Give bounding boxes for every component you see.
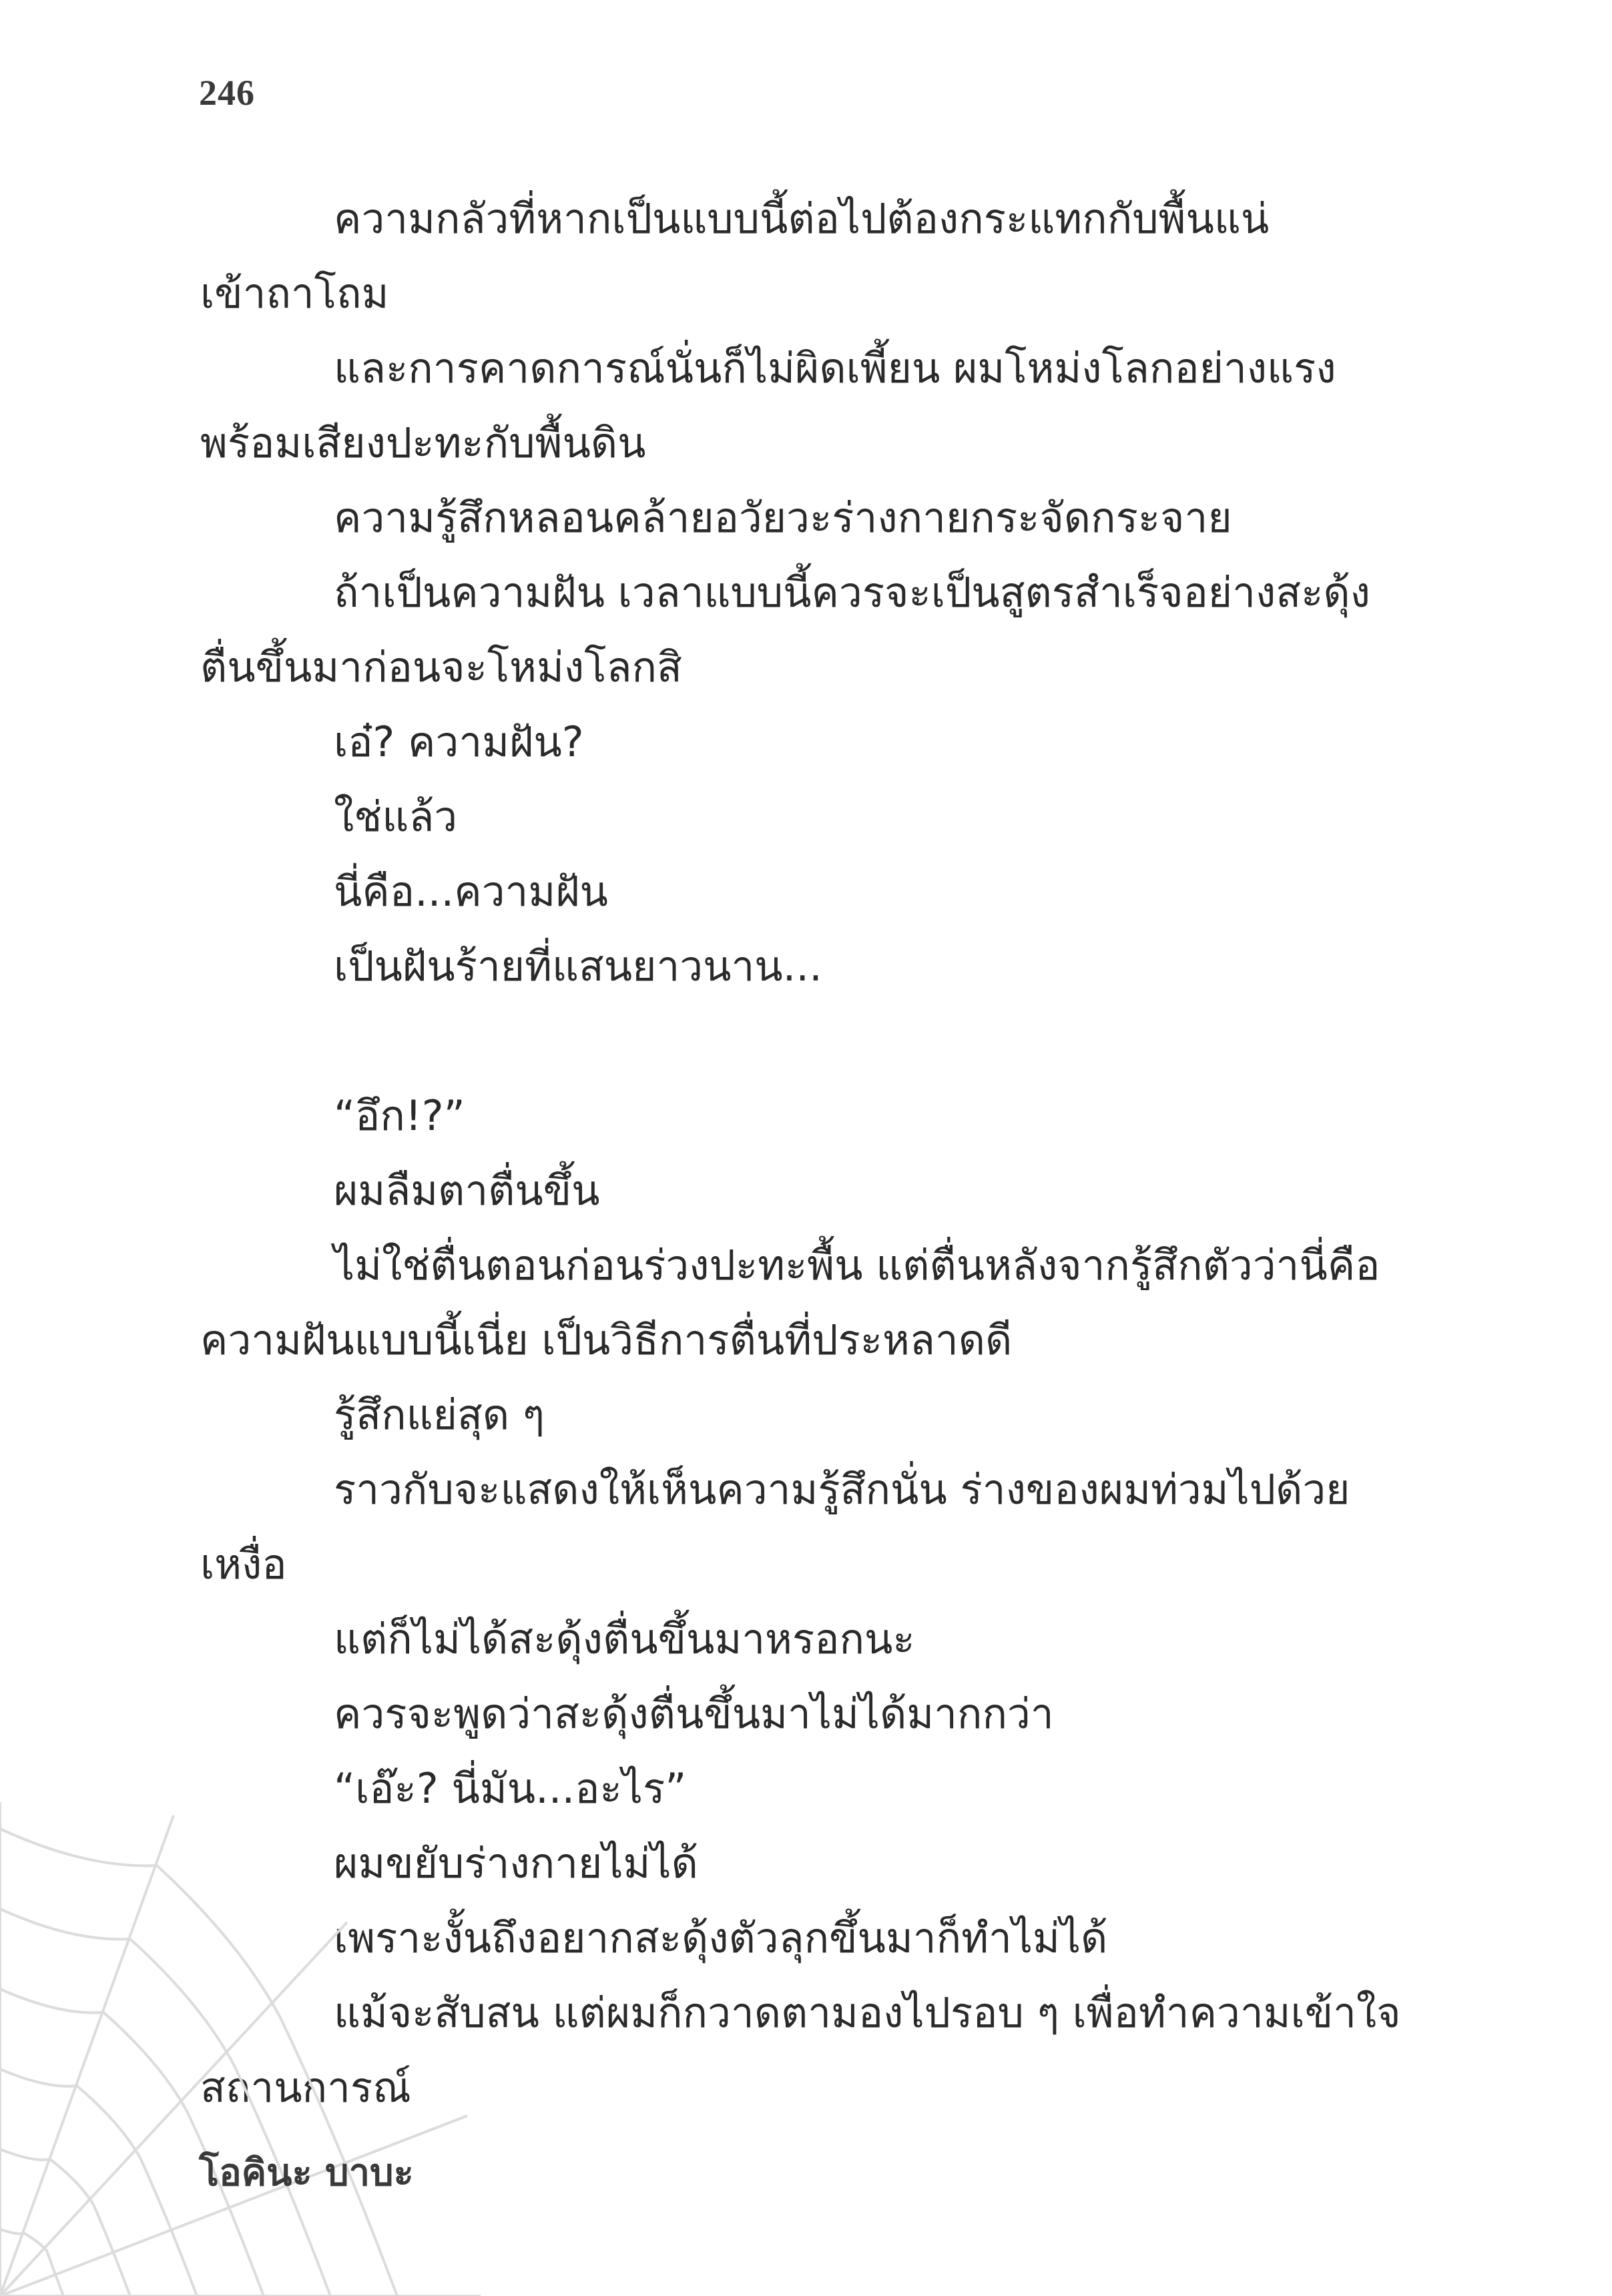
- text-line: เข้าถาโถม: [200, 269, 389, 318]
- text-line: ราวกับจะแสดงให้เห็นความรู้สึกนั่น ร่างของผมท่วมไปด้วย: [334, 1465, 1350, 1514]
- text-line: เป็นฝันร้ายที่แสนยาวนาน...: [334, 942, 822, 990]
- text-line: ความรู้สึกหลอนคล้ายอวัยวะร่างกายกระจัดกระจาย: [334, 493, 1232, 542]
- text-line: ผมขยับร่างกายไม่ได้: [334, 1839, 698, 1888]
- text-line: ผมลืมตาตื่นขึ้น: [334, 1166, 600, 1215]
- text-line: สถานการณ์: [200, 2063, 411, 2112]
- text-line: ถ้าเป็นความฝัน เวลาแบบนี้ควรจะเป็นสูตรสำเร็จอย่างสะดุ้ง: [334, 568, 1370, 617]
- author-name: โอคินะ บาบะ: [199, 2151, 414, 2195]
- text-line: เหงื่อ: [200, 1540, 287, 1589]
- text-line: เอ๋? ความฝัน?: [334, 718, 584, 766]
- text-line: ไม่ใช่ตื่นตอนก่อนร่วงปะทะพื้น แต่ตื่นหลังจากรู้สึกตัวว่านี่คือ: [334, 1241, 1380, 1289]
- text-line: “อึก!?”: [334, 1091, 465, 1140]
- text-line: ใช่แล้ว: [334, 792, 458, 841]
- page-number: 246: [199, 73, 255, 113]
- text-line: แม้จะสับสน แต่ผมก็กวาดตามองไปรอบ ๆ เพื่อทำความเข้าใจ: [334, 1988, 1401, 2037]
- text-line: พร้อมเสียงปะทะกับพื้นดิน: [200, 418, 646, 467]
- text-line: และการคาดการณ์นั่นก็ไม่ผิดเพี้ยน ผมโหม่งโลกอย่างแรง: [334, 344, 1336, 392]
- text-line: เพราะงั้นถึงอยากสะดุ้งตัวลุกขึ้นมาก็ทำไม่ได้: [334, 1914, 1108, 1962]
- text-line: ความกลัวที่หากเป็นแบบนี้ต่อไปต้องกระแทกกับพื้นแน่: [334, 194, 1270, 243]
- text-line: ตื่นขึ้นมาก่อนจะโหม่งโลกสิ: [200, 643, 682, 691]
- blank-line: [200, 1004, 1408, 1079]
- spider-web-icon: [0, 1802, 481, 2296]
- text-line: รู้สึกแย่สุด ๆ: [334, 1390, 545, 1439]
- text-line: แต่ก็ไม่ได้สะดุ้งตื่นขึ้นมาหรอกนะ: [334, 1615, 915, 1663]
- text-line: นี่คือ...ความฝัน: [334, 867, 608, 916]
- text-line: ควรจะพูดว่าสะดุ้งตื่นขึ้นมาไม่ได้มากกว่า: [334, 1689, 1054, 1738]
- text-line: ความฝันแบบนี้เนี่ย เป็นวิธีการตื่นที่ประหลาดดี: [200, 1316, 1013, 1364]
- text-line: “เอ๊ะ? นี่มัน...อะไร”: [334, 1764, 687, 1813]
